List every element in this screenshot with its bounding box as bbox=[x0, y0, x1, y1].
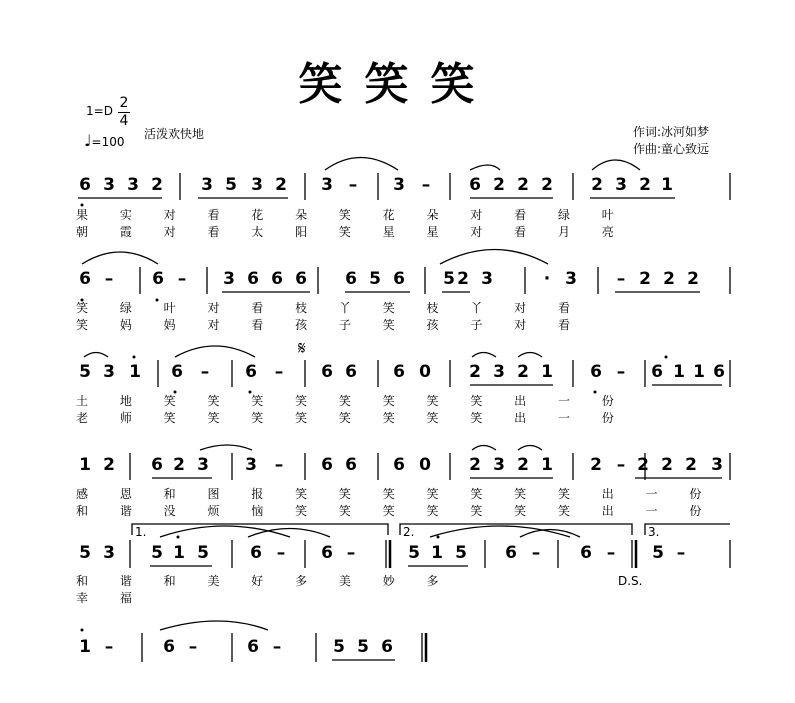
note: 3 bbox=[103, 175, 115, 195]
note: 5 bbox=[333, 637, 345, 657]
note: – bbox=[606, 543, 616, 563]
row3-lyrics-verse1: 土 地 笑 笑 笑 笑 笑 笑 笑 笑 出 一 份 bbox=[76, 394, 628, 408]
note: 3 bbox=[493, 455, 505, 475]
note: 6 bbox=[295, 269, 307, 289]
note: 5 bbox=[197, 543, 209, 563]
note: – bbox=[616, 269, 626, 289]
note: 3 bbox=[103, 543, 115, 563]
note: 6 bbox=[245, 362, 257, 382]
note: 5 bbox=[443, 269, 455, 289]
note: 1 bbox=[661, 175, 673, 195]
key-signature: 1=D bbox=[86, 104, 113, 118]
note: 2 bbox=[663, 269, 675, 289]
note: 6 bbox=[247, 637, 259, 657]
note: – bbox=[531, 543, 541, 563]
note: – bbox=[276, 543, 286, 563]
lyricist: 作词:冰河如梦 bbox=[633, 125, 710, 139]
note: 6 bbox=[152, 269, 164, 289]
song-title: 笑笑笑 bbox=[298, 59, 497, 110]
note: 0 bbox=[419, 362, 431, 382]
note: 6 bbox=[651, 362, 663, 382]
note: 2 bbox=[639, 175, 651, 195]
note: – bbox=[346, 543, 356, 563]
note: 5 bbox=[79, 362, 91, 382]
note: 3 bbox=[493, 362, 505, 382]
note: 2 bbox=[517, 455, 529, 475]
note: 0 bbox=[419, 455, 431, 475]
note: 2 bbox=[517, 362, 529, 382]
note: 1 bbox=[79, 637, 91, 657]
note: 6 bbox=[171, 362, 183, 382]
note: 2 bbox=[469, 362, 481, 382]
composer: 作曲:童心致远 bbox=[633, 142, 710, 156]
note: 3 bbox=[393, 175, 405, 195]
note: 1 bbox=[541, 362, 553, 382]
dal-segno: D.S. bbox=[618, 574, 643, 588]
note: 2 bbox=[639, 269, 651, 289]
row3-lyrics-verse2: 老 师 笑 笑 笑 笑 笑 笑 笑 笑 出 一 份 bbox=[76, 411, 628, 425]
note: 6 bbox=[271, 269, 283, 289]
row5-lyrics-verse1: 和 谐 和 美 好 多 美 妙 多 bbox=[76, 574, 453, 588]
note: 3 bbox=[711, 455, 723, 475]
note: 6 bbox=[345, 269, 357, 289]
note: 2 bbox=[685, 455, 697, 475]
note: 6 bbox=[321, 455, 333, 475]
note: 3 bbox=[615, 175, 627, 195]
row2-lyrics-verse1: 笑 绿 叶 对 看 枝 丫 笑 枝 丫 对 看 bbox=[76, 301, 584, 315]
note: 5 bbox=[408, 543, 420, 563]
note: 6 bbox=[393, 269, 405, 289]
note: 3 bbox=[223, 269, 235, 289]
note: 5 bbox=[151, 543, 163, 563]
note: 1 bbox=[79, 455, 91, 475]
note: 6 bbox=[151, 455, 163, 475]
note: 2 bbox=[517, 175, 529, 195]
row1-lyrics-verse2: 朝 霞 对 看 太 阳 笑 星 星 对 看 月 亮 bbox=[76, 225, 628, 239]
note: – bbox=[616, 362, 626, 382]
note: 2 bbox=[591, 175, 603, 195]
note: – bbox=[104, 637, 114, 657]
volta-2: 2. bbox=[403, 525, 415, 539]
note: 6 bbox=[321, 543, 333, 563]
note: 2 bbox=[173, 455, 185, 475]
note: 6 bbox=[79, 175, 91, 195]
note: 1 bbox=[693, 362, 705, 382]
note: 3 bbox=[201, 175, 213, 195]
note: 3 bbox=[197, 455, 209, 475]
note: 3 bbox=[127, 175, 139, 195]
note: 2 bbox=[590, 455, 602, 475]
note: 5 bbox=[225, 175, 237, 195]
note: – bbox=[676, 543, 686, 563]
note: 3 bbox=[103, 362, 115, 382]
note: 6 bbox=[163, 637, 175, 657]
time-signature-top: 2 bbox=[119, 95, 129, 111]
note: 6 bbox=[381, 637, 393, 657]
note: 5 bbox=[369, 269, 381, 289]
note: – bbox=[177, 269, 187, 289]
note: – bbox=[104, 269, 114, 289]
note: 1 bbox=[431, 543, 443, 563]
note: 1 bbox=[541, 455, 553, 475]
note: 1 bbox=[673, 362, 685, 382]
tempo-marking: ♩=100 bbox=[84, 131, 125, 150]
note: – bbox=[348, 175, 358, 195]
note: – bbox=[188, 637, 198, 657]
note: 2 bbox=[469, 455, 481, 475]
note: 6 bbox=[580, 543, 592, 563]
note: – bbox=[274, 455, 284, 475]
note: 2 bbox=[103, 455, 115, 475]
row5-lyrics-verse2: 幸 福 bbox=[76, 591, 146, 605]
note: 2 bbox=[687, 269, 699, 289]
note: 6 bbox=[393, 455, 405, 475]
note: 6 bbox=[469, 175, 481, 195]
note: 2 bbox=[661, 455, 673, 475]
note: 6 bbox=[590, 362, 602, 382]
note: 2 bbox=[275, 175, 287, 195]
note: 6 bbox=[250, 543, 262, 563]
note: 5 bbox=[357, 637, 369, 657]
time-signature-bottom: 4 bbox=[119, 113, 129, 129]
note: – bbox=[272, 637, 282, 657]
note: 3 bbox=[565, 269, 577, 289]
note: 6 bbox=[345, 455, 357, 475]
expression-marking: 活泼欢快地 bbox=[144, 127, 205, 141]
segno-icon: 𝄋 bbox=[298, 338, 306, 359]
row1-lyrics-verse1: 果 实 对 看 花 朵 笑 花 朵 对 看 绿 叶 bbox=[76, 208, 628, 222]
row2-lyrics-verse2: 笑 妈 妈 对 看 孩 子 笑 孩 子 对 看 bbox=[76, 318, 584, 332]
note: – bbox=[200, 362, 210, 382]
row4-lyrics-verse1: 感 恩 和 图 报 笑 笑 笑 笑 笑 笑 笑 出 一 份 bbox=[76, 487, 716, 501]
note: 3 bbox=[321, 175, 333, 195]
quarter-note-icon: ♩ bbox=[84, 131, 92, 150]
note: 3 bbox=[245, 455, 257, 475]
note: 6 bbox=[79, 269, 91, 289]
note: · bbox=[543, 269, 551, 289]
note: 1 bbox=[173, 543, 185, 563]
note: 2 bbox=[457, 269, 469, 289]
note: 6 bbox=[345, 362, 357, 382]
note: 5 bbox=[652, 543, 664, 563]
note: 2 bbox=[637, 455, 649, 475]
note: 2 bbox=[151, 175, 163, 195]
note: 2 bbox=[493, 175, 505, 195]
volta-1: 1. bbox=[135, 525, 147, 539]
note: 5 bbox=[79, 543, 91, 563]
row4-lyrics-verse2: 和 谐 没 烦 恼 笑 笑 笑 笑 笑 笑 笑 出 一 份 bbox=[76, 504, 716, 518]
note: 5 bbox=[455, 543, 467, 563]
note: 6 bbox=[321, 362, 333, 382]
note: – bbox=[421, 175, 431, 195]
note: 2 bbox=[541, 175, 553, 195]
note: 6 bbox=[505, 543, 517, 563]
volta-3: 3. bbox=[648, 525, 660, 539]
note: 6 bbox=[247, 269, 259, 289]
note: 6 bbox=[713, 362, 725, 382]
note: 1 bbox=[129, 362, 141, 382]
note: – bbox=[274, 362, 284, 382]
note: 6 bbox=[393, 362, 405, 382]
note: 3 bbox=[481, 269, 493, 289]
note: 3 bbox=[251, 175, 263, 195]
note: – bbox=[616, 455, 626, 475]
